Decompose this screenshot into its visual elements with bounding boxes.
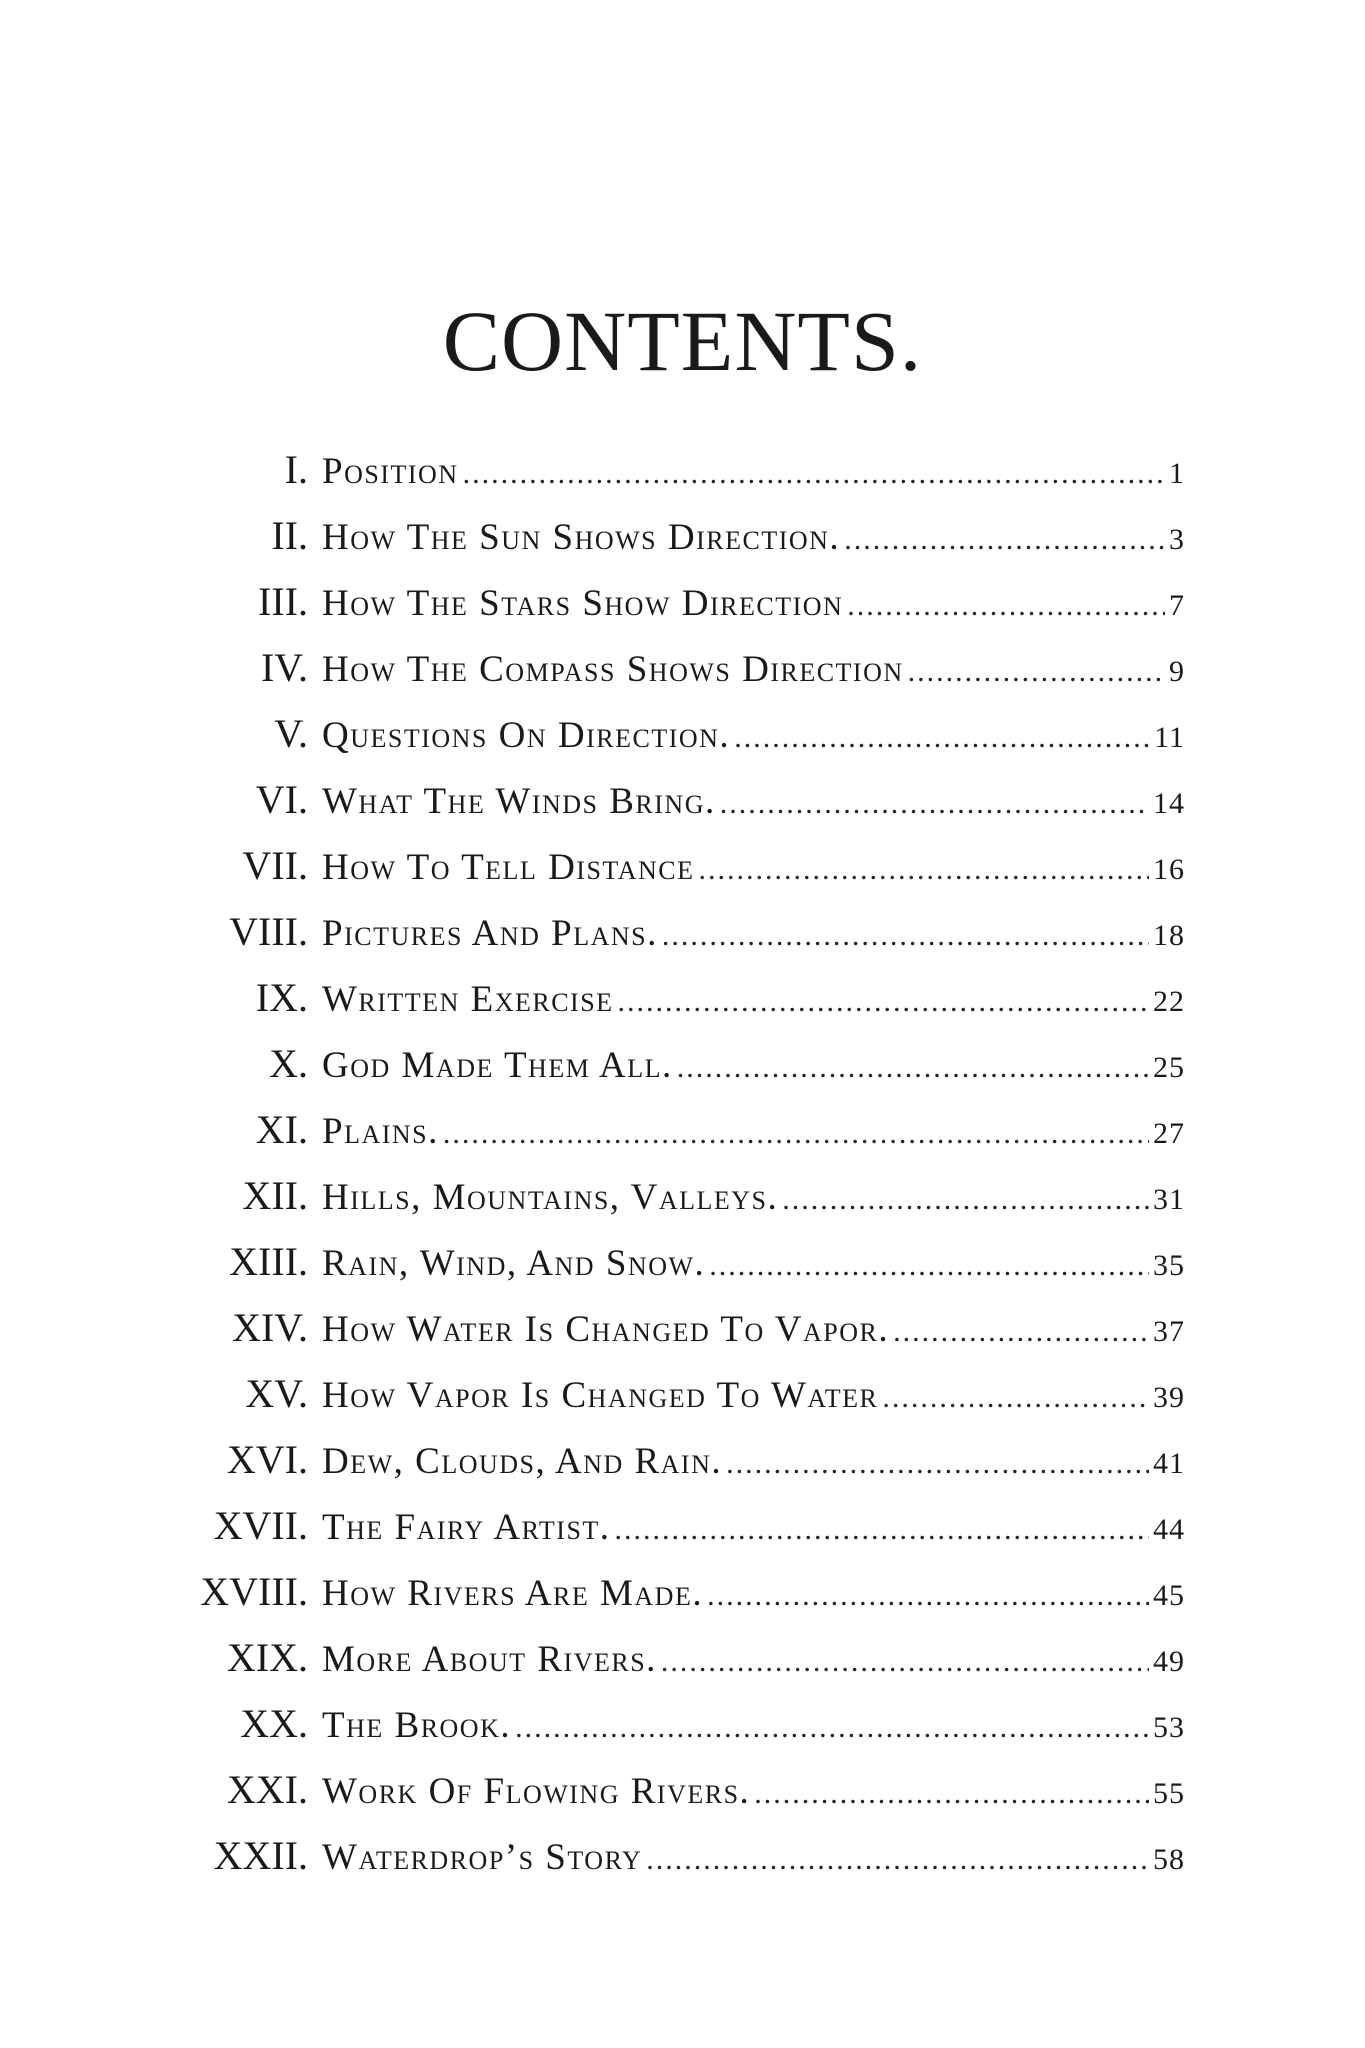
toc-entry[interactable] (0, 1229, 1365, 1295)
chapter-title: Rain, Wind, And Snow. (322, 1243, 706, 1284)
chapter-numeral: XXII. (213, 1833, 308, 1878)
page-number: 44 (1153, 1513, 1185, 1546)
toc-entry-body (322, 1231, 1185, 1299)
toc-entry-body (322, 769, 1185, 837)
page-number: 9 (1169, 655, 1185, 688)
chapter-numeral: II. (271, 513, 308, 558)
dot-leader (463, 441, 1165, 507)
toc-entry[interactable] (0, 503, 1365, 569)
page-number: 37 (1153, 1315, 1185, 1348)
toc-entry-body (322, 1363, 1185, 1431)
page-number: 11 (1154, 721, 1185, 754)
chapter-numeral: IV. (260, 645, 308, 690)
dot-leader (782, 1167, 1149, 1233)
dot-leader (726, 1431, 1149, 1497)
dot-leader (754, 1761, 1149, 1827)
page-number: 3 (1169, 523, 1185, 556)
chapter-title: How To Tell Distance (322, 847, 695, 888)
chapter-numeral: XV. (245, 1371, 308, 1416)
toc-entry[interactable] (0, 1757, 1365, 1823)
page-number: 25 (1153, 1051, 1185, 1084)
chapter-title: How Rivers Are Made. (322, 1573, 704, 1614)
toc-entry-body (322, 571, 1185, 639)
chapter-numeral: XVIII. (200, 1569, 308, 1614)
dot-leader (844, 507, 1165, 573)
toc-entry-body (322, 1693, 1185, 1761)
toc-entry[interactable] (0, 965, 1365, 1031)
toc-entry-body (322, 439, 1185, 507)
dot-leader (720, 771, 1149, 837)
toc-entry-body (322, 1033, 1185, 1101)
dot-leader (893, 1299, 1149, 1365)
table-of-contents (0, 437, 1365, 1889)
chapter-title: How Water Is Changed To Vapor. (322, 1309, 890, 1350)
toc-entry-body (322, 967, 1185, 1035)
page-number: 1 (1169, 457, 1185, 490)
toc-entry-body (322, 1297, 1185, 1365)
page-number: 31 (1153, 1183, 1185, 1216)
dot-leader (515, 1695, 1149, 1761)
page-number: 7 (1169, 589, 1185, 622)
page-number: 55 (1153, 1777, 1185, 1810)
toc-entry[interactable] (0, 767, 1365, 833)
toc-entry[interactable] (0, 437, 1365, 503)
dot-leader (847, 573, 1165, 639)
chapter-numeral: X. (269, 1041, 308, 1086)
chapter-numeral: V. (274, 711, 308, 756)
page-number: 16 (1153, 853, 1185, 886)
toc-entry[interactable] (0, 1427, 1365, 1493)
toc-entry[interactable] (0, 1691, 1365, 1757)
dot-leader (699, 837, 1150, 903)
chapter-numeral: III. (258, 579, 308, 624)
page-number: 41 (1153, 1447, 1185, 1480)
toc-entry[interactable] (0, 1031, 1365, 1097)
toc-entry[interactable] (0, 569, 1365, 635)
toc-entry[interactable] (0, 1625, 1365, 1691)
chapter-title: How Vapor Is Changed To Water (322, 1375, 879, 1416)
chapter-numeral: XII. (242, 1173, 308, 1218)
page-number: 39 (1153, 1381, 1185, 1414)
dot-leader (677, 1035, 1149, 1101)
dot-leader (443, 1101, 1149, 1167)
dot-leader (618, 969, 1149, 1035)
dot-leader (661, 1629, 1149, 1695)
chapter-title: Dew, Clouds, And Rain. (322, 1441, 723, 1482)
chapter-title: More About Rivers. (322, 1639, 657, 1680)
toc-entry-body (322, 505, 1185, 573)
toc-entry[interactable] (0, 1163, 1365, 1229)
page-number: 58 (1153, 1843, 1185, 1876)
toc-entry-body (322, 1627, 1185, 1695)
page-number: 49 (1153, 1645, 1185, 1678)
chapter-numeral: VI. (255, 777, 308, 822)
chapter-title: What The Winds Bring. (322, 781, 716, 822)
toc-entry-body (322, 703, 1185, 771)
toc-entry-body (322, 1429, 1185, 1497)
page-title: CONTENTS. (442, 293, 923, 389)
page-number: 18 (1153, 919, 1185, 952)
toc-entry-body (322, 1825, 1185, 1893)
chapter-numeral: XVI. (226, 1437, 308, 1482)
chapter-title: Work Of Flowing Rivers. (322, 1771, 751, 1812)
dot-leader (646, 1827, 1149, 1893)
chapter-title: How The Sun Shows Direction. (322, 517, 841, 558)
chapter-title: Plains. (322, 1111, 439, 1152)
dot-leader (709, 1233, 1149, 1299)
chapter-title: God Made Them All. (322, 1045, 673, 1086)
chapter-title: How The Stars Show Direction (322, 583, 844, 624)
toc-entry[interactable] (0, 1493, 1365, 1559)
chapter-numeral: I. (284, 447, 308, 492)
toc-entry[interactable] (0, 833, 1365, 899)
dot-leader (662, 903, 1149, 969)
chapter-numeral: XX. (240, 1701, 308, 1746)
toc-entry[interactable] (0, 701, 1365, 767)
chapter-numeral: IX. (255, 975, 308, 1020)
toc-entry-body (322, 1759, 1185, 1827)
toc-entry[interactable] (0, 899, 1365, 965)
toc-entry-body (322, 1165, 1185, 1233)
page-number: 35 (1153, 1249, 1185, 1282)
chapter-numeral: XIV. (232, 1305, 308, 1350)
toc-entry[interactable] (0, 1295, 1365, 1361)
toc-entry-body (322, 1495, 1185, 1563)
page-number: 22 (1153, 985, 1185, 1018)
toc-entry[interactable] (0, 1823, 1365, 1889)
toc-entry[interactable] (0, 1361, 1365, 1427)
toc-entry[interactable] (0, 635, 1365, 701)
chapter-title: Questions On Direction. (322, 715, 731, 756)
toc-entry[interactable] (0, 1559, 1365, 1625)
chapter-numeral: XIII. (229, 1239, 308, 1284)
page-number: 14 (1153, 787, 1185, 820)
toc-entry-body (322, 637, 1185, 705)
page-number: 45 (1153, 1579, 1185, 1612)
page-number: 27 (1153, 1117, 1185, 1150)
chapter-numeral: VIII. (229, 909, 308, 954)
chapter-title: Hills, Mountains, Valleys. (322, 1177, 779, 1218)
toc-entry-body (322, 1561, 1185, 1629)
chapter-title: How The Compass Shows Direction (322, 649, 904, 690)
dot-leader (734, 705, 1150, 771)
dot-leader (707, 1563, 1149, 1629)
page-number: 53 (1153, 1711, 1185, 1744)
chapter-title: Written Exercise (322, 979, 614, 1020)
toc-entry[interactable] (0, 1097, 1365, 1163)
toc-entry-body (322, 901, 1185, 969)
chapter-title: Position (322, 451, 459, 492)
chapter-numeral: XVII. (213, 1503, 308, 1548)
chapter-numeral: XIX. (226, 1635, 308, 1680)
dot-leader (615, 1497, 1149, 1563)
chapter-numeral: XI. (255, 1107, 308, 1152)
dot-leader (882, 1365, 1149, 1431)
chapter-title: Waterdrop’s Story (322, 1837, 643, 1878)
chapter-numeral: XXI. (226, 1767, 308, 1812)
toc-entry-body (322, 1099, 1185, 1167)
chapter-title: Pictures And Plans. (322, 913, 658, 954)
chapter-numeral: VII. (242, 843, 308, 888)
toc-entry-body (322, 835, 1185, 903)
chapter-title: The Fairy Artist. (322, 1507, 611, 1548)
dot-leader (908, 639, 1165, 705)
chapter-title: The Brook. (322, 1705, 512, 1746)
